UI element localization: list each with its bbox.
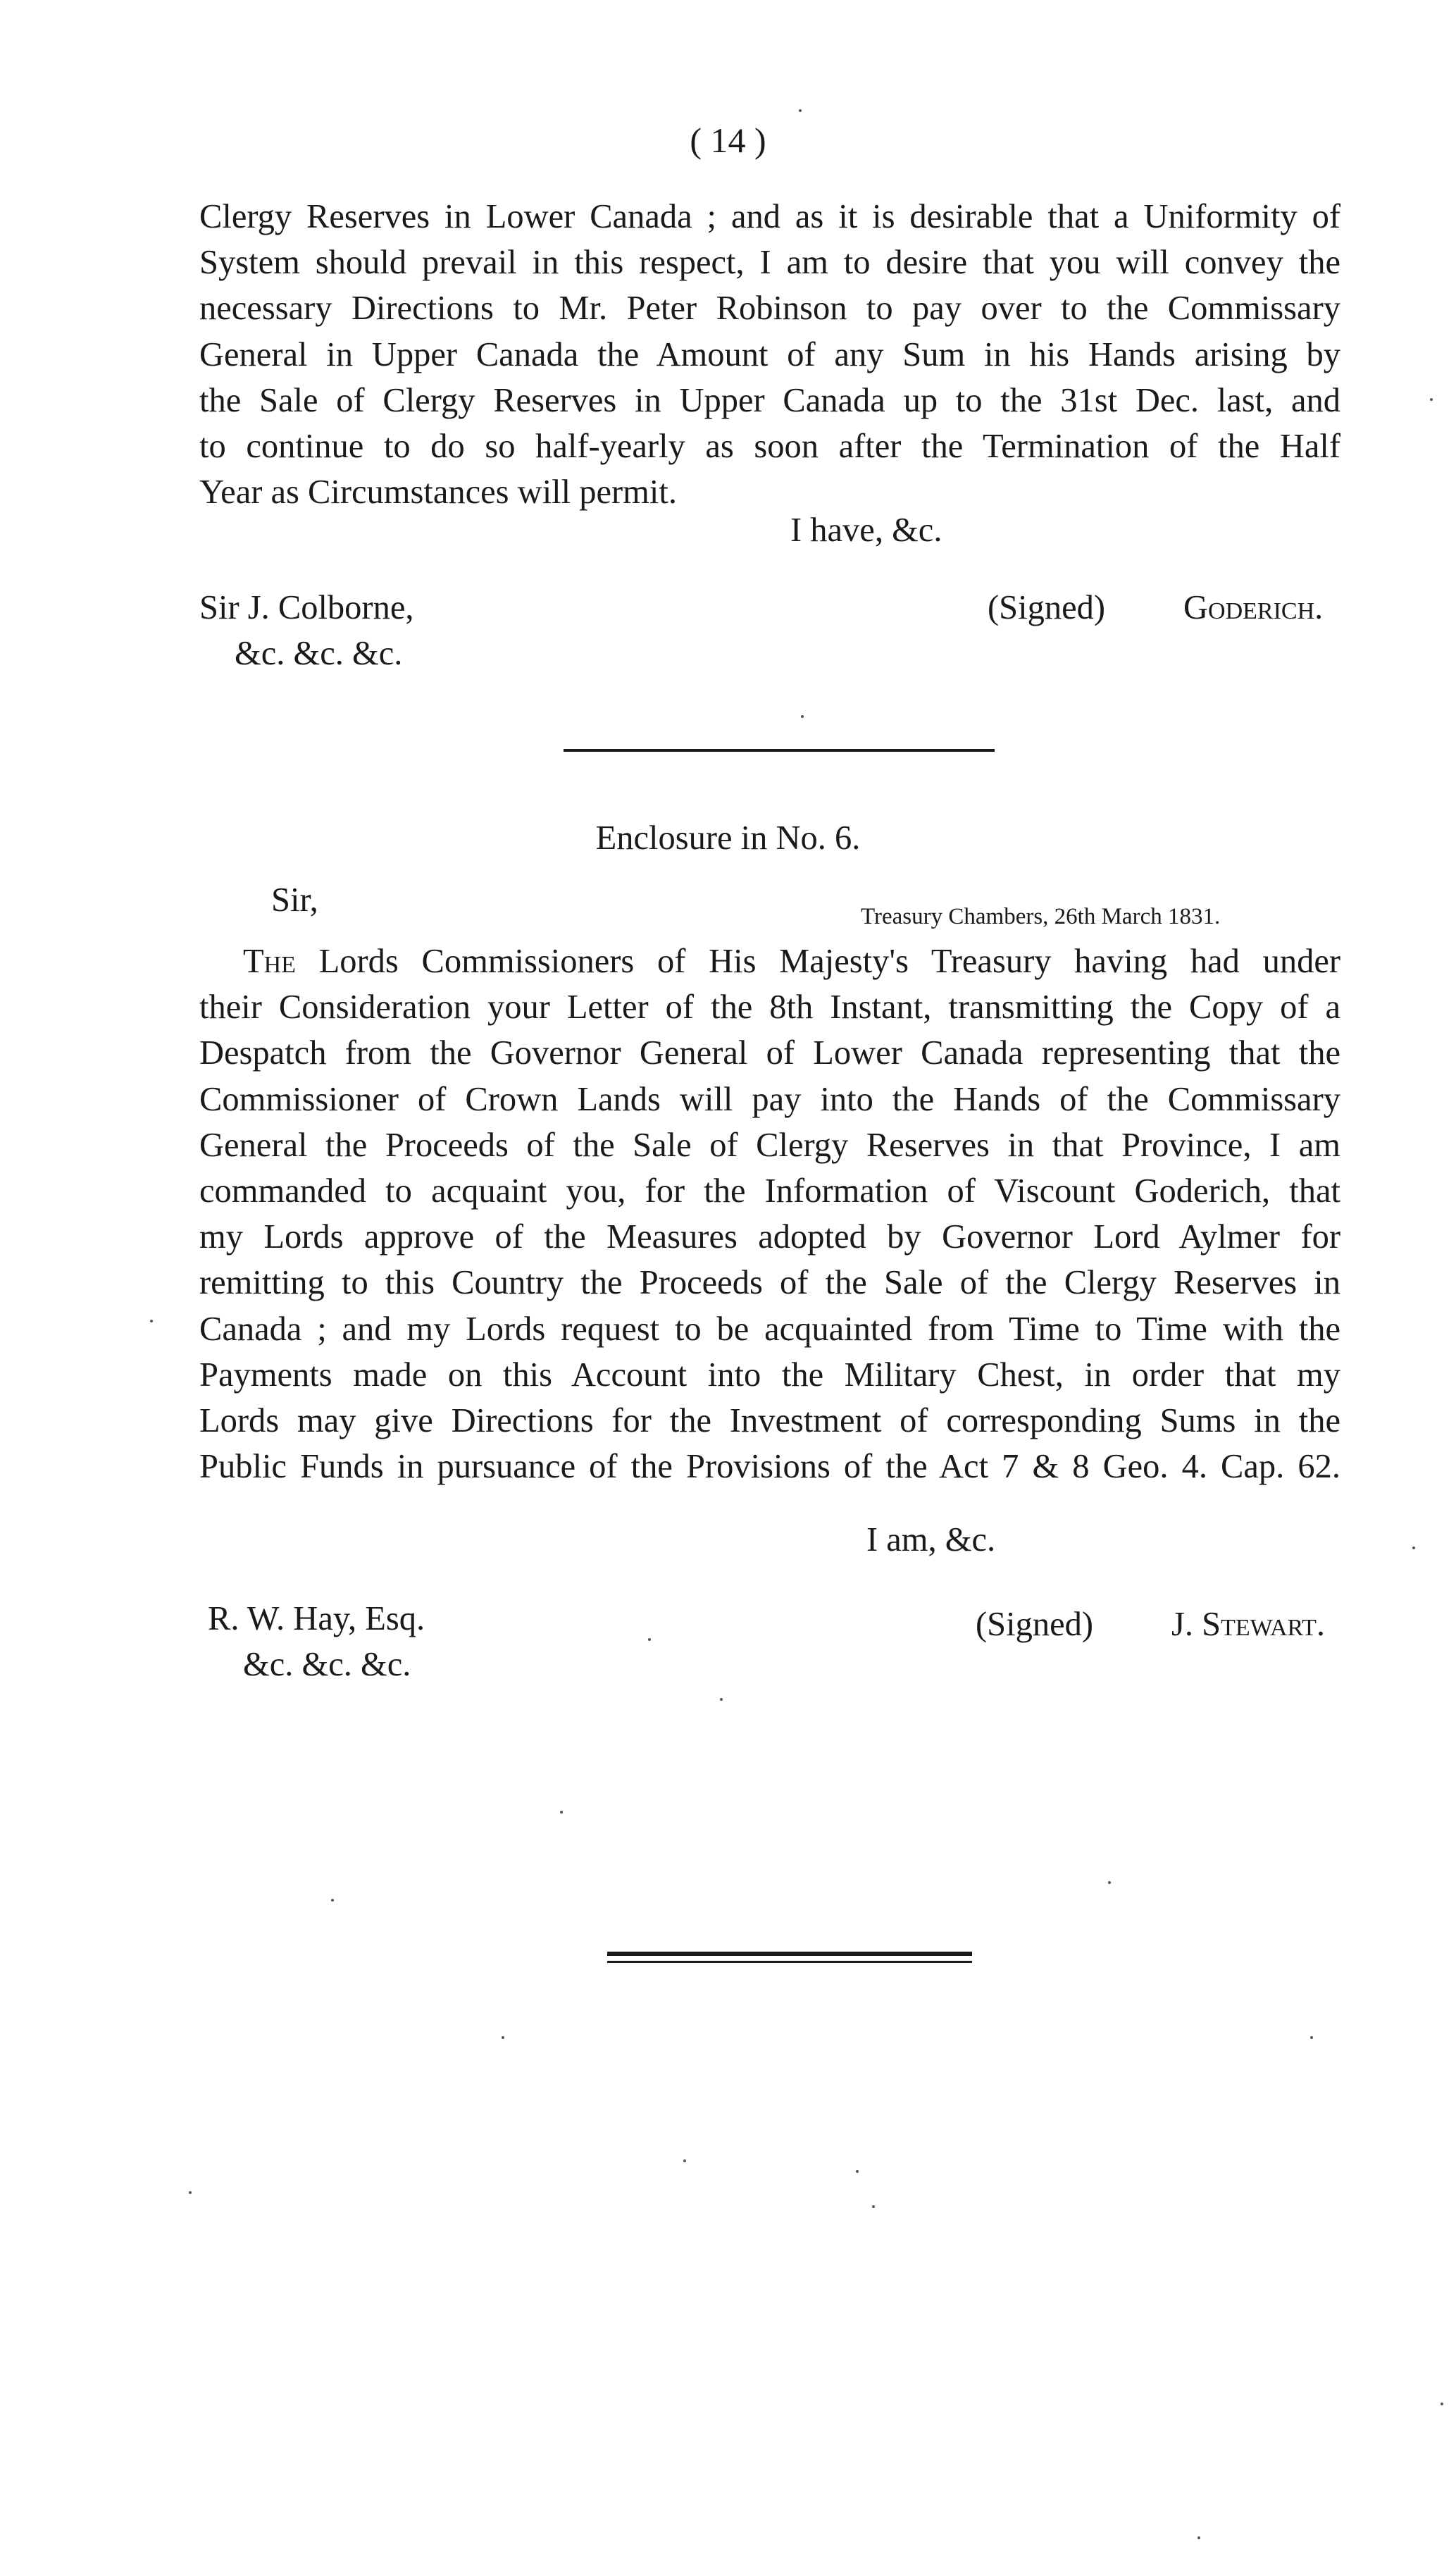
scan-speck: [150, 1320, 153, 1322]
scan-speck: [1412, 1547, 1415, 1549]
body-line: Despatch from the Governor General of Lower Canada representing that the: [199, 1034, 1340, 1072]
body-line: General the Proceeds of the Sale of Clergy Reserves in that Province, I am: [199, 1126, 1340, 1164]
enclosure-heading: Enclosure in No. 6.: [595, 819, 861, 857]
opening-word: The: [243, 943, 296, 980]
section-divider: [564, 749, 995, 752]
scan-speck: [331, 1899, 334, 1902]
body-line: General in Upper Canada the Amount of any Sum in his Hands arising by: [199, 335, 1340, 373]
enclosure-body: [199, 938, 1340, 1489]
body-line: Clergy Reserves in Lower Canada ; and as it is desirable that a Uniformity of: [199, 198, 1340, 235]
scan-speck: [801, 715, 804, 718]
salutation: Sir,: [271, 881, 318, 919]
body-line: Canada ; and my Lords request to be acquainted from Time to Time with the: [199, 1310, 1340, 1348]
body-line: to continue to do so half-yearly as soon after the Termination of the Half: [199, 428, 1340, 466]
body-line: the Sale of Clergy Reserves in Upper Canada up to the 31st Dec. last, and: [199, 381, 1340, 419]
scan-speck: [872, 2205, 875, 2208]
body-line: Public Funds in pursuance of the Provisions of the Act 7 & 8 Geo. 4. Cap. 62.: [199, 1448, 1340, 1486]
body-line: Commissioner of Crown Lands will pay into the Hands of the Commissary: [199, 1080, 1340, 1118]
body-line: Year as Circumstances will permit.: [199, 473, 677, 512]
scan-speck: [683, 2159, 686, 2162]
scan-speck: [189, 2191, 192, 2194]
scan-speck: [560, 1811, 563, 1814]
body-line: System should prevail in this respect, I am to desire that you will convey the: [199, 244, 1340, 282]
scan-speck: [1197, 2536, 1200, 2539]
signatory: Goderich.: [1183, 589, 1324, 626]
enclosure-signatory: J. Stewart.: [1171, 1606, 1326, 1643]
page-number: ( 14 ): [690, 120, 766, 160]
addressee-etc: &c. &c. &c.: [235, 635, 403, 672]
scan-speck: [648, 1638, 651, 1641]
scan-speck: [1108, 1881, 1111, 1884]
enclosure-closing: I am, &c.: [866, 1521, 996, 1558]
body-line: necessary Directions to Mr. Peter Robinson to pay over to the Commissary: [199, 290, 1340, 328]
signed-label: (Signed): [988, 589, 1106, 626]
scan-speck: [1310, 2036, 1313, 2039]
scan-speck: [1430, 398, 1433, 401]
body-line: my Lords approve of the Measures adopted by Governor Lord Aylmer for: [199, 1218, 1340, 1256]
enclosure-addressee-etc: &c. &c. &c.: [243, 1646, 411, 1683]
end-rule-bottom: [607, 1961, 972, 1963]
first-line-text: Lords Commissioners of His Majesty's Treasury having had under: [318, 943, 1341, 980]
scan-speck: [856, 2170, 859, 2173]
addressee-name: Sir J. Colborne,: [199, 589, 414, 626]
enclosure-addressee-name: R. W. Hay, Esq.: [208, 1600, 425, 1637]
body-line: remitting to this Country the Proceeds of the Sale of the Clergy Reserves in: [199, 1264, 1340, 1302]
scan-speck: [720, 1698, 723, 1701]
place-date: Treasury Chambers, 26th March 1831.: [861, 904, 1221, 929]
body-line: commanded to acquaint you, for the Information of Viscount Goderich, that: [199, 1172, 1340, 1210]
body-line: Lords may give Directions for the Investment of corresponding Sums in the: [199, 1402, 1340, 1440]
scan-speck: [1441, 2403, 1443, 2405]
body-line: Payments made on this Account into the Military Chest, in order that my: [199, 1356, 1340, 1394]
letter-body: [199, 194, 1340, 515]
body-line: their Consideration your Letter of the 8th Instant, transmitting the Copy of a: [199, 988, 1340, 1027]
enclosure-signed-label: (Signed): [976, 1606, 1094, 1643]
closing: I have, &c.: [790, 512, 942, 549]
scan-speck: [799, 109, 802, 112]
body-line: [199, 938, 1340, 984]
end-rule-top: [607, 1952, 972, 1956]
scan-speck: [502, 2036, 504, 2039]
